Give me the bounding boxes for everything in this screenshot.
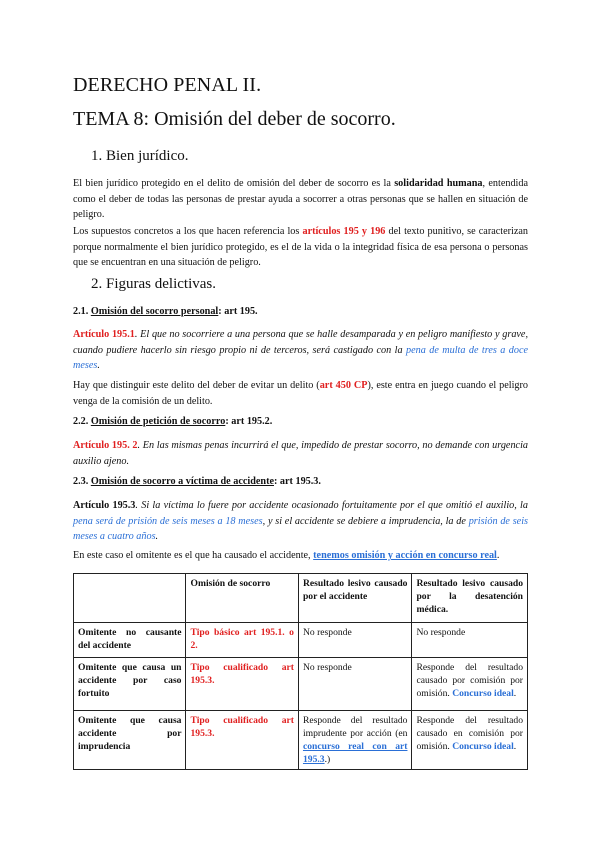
table-header-cell: Resultado lesivo causado por la desatención médica. [412,574,528,623]
text: . [97,360,100,372]
article-text: , y si el accidente se debiere a imprudencia, la de [262,515,469,527]
row-label: Omitente que causa accidente por imprudencia [74,711,186,770]
cell-resultado-accidente [298,711,412,770]
cell-resultado-accidente: No responde [298,658,412,711]
table-header-cell: Omisión de socorro [186,574,298,623]
article-195-2 [73,438,528,469]
section-heading-bien-juridico: 1. Bien jurídico. [91,148,189,164]
text: Hay que distinguir este delito del deber de evitar un delito ( [73,380,320,391]
text: Responde del resultado causado en comisión por omisión. [416,715,523,752]
table-row [74,658,528,711]
table-header-cell [74,574,186,623]
paragraph-bien-juridico [73,176,528,223]
text-red: artículos 195 y 196 [302,226,386,237]
table-header-row [74,574,528,623]
text: , entendida como el deber de todas las personas de prestar ayuda a socorrer a otras personas que se hallen en situación de peligro. [73,178,528,221]
table-row [74,623,528,658]
cell-omision: Tipo básico art 195.1. o 2. [186,623,298,658]
text: Los supuestos concretos a los que hacen referencia los [73,226,303,237]
text-blue: Concurso ideal [452,741,514,752]
document-title: DERECHO PENAL II. [73,74,262,96]
article-pena: pena será de prisión de seis meses a 18 meses [73,515,263,527]
row-label: Omitente que causa un accidente por caso fortuito [74,658,186,711]
subsection-2-2 [73,416,272,427]
text: No responde [416,627,466,638]
text-bold: solidaridad humana [394,178,483,189]
text: .) [324,754,331,765]
text-blue: Concurso ideal [452,688,514,699]
table-header-cell: Resultado lesivo causado por el accidente [298,574,412,623]
paragraph-distinguir [73,378,528,409]
article-pena: prisión de seis meses a cuatro años [73,515,528,543]
text: 2.1. [73,306,91,317]
paragraph-supuestos [73,224,528,271]
text: ), este entra en juego cuando el peligro venga de la comisión de un delito. [73,380,529,407]
row-label: Omitente no causante del accidente [74,623,186,658]
subsection-2-1 [73,306,258,317]
article-label: Artículo 195.3 [73,500,136,511]
text: 2.3. [73,476,91,487]
text-red: art 450 CP [319,380,368,391]
text-blue-underlined: tenemos omisión y acción en concurso real [313,550,497,561]
article-label: Artículo 195.1 [73,329,135,340]
article-text: . El que no socorriere a una persona que se halle desamparada y en peligro manifiesto y grave, cuando pudiere hacerlo sin riesgo propio ni de terceros, será castigado con la [73,329,529,356]
text: . [496,550,500,561]
article-text: . En las mismas penas incurrirá el que, impedido de prestar socorro, no demande con urgencia auxilio ajeno. [73,440,528,467]
text: del texto punitivo, se caracterizan porque normalmente el bien jurídico protegido, es el de la vida o la integridad física de esa persona o personas que se encuentran en una situación de peligro. [73,226,528,269]
cell-omision: Tipo cualificado art 195.3. [186,711,298,770]
text: El bien jurídico protegido en el delito de omisión del deber de socorro es la [73,178,395,189]
text-blue-underlined: concurso real con art 195.3 [302,741,408,765]
text: En este caso el omitente es el que ha causado el accidente, [73,550,314,561]
section-heading-figuras: 2. Figuras delictivas. [91,276,216,292]
article-text: . Si la víctima lo fuere por accidente ocasionado fortuitamente por el que omitió el auxilio, la [135,500,528,511]
table-row [74,711,528,770]
text: 2.2. [73,416,91,427]
omission-table [73,573,528,770]
cell-resultado-medica: Responde del resultado causado en comisión por omisión. Concurso ideal. [412,711,528,770]
text: : art 195. [218,306,258,317]
text: Responde del resultado causado por comisión por omisión. [416,662,523,699]
cell-omision: Tipo cualificado art 195.3. [186,658,298,711]
cell-resultado-medica: Responde del resultado causado por comisión por omisión. Concurso ideal. [412,658,528,711]
article-label: Artículo 195. 2 [73,440,138,451]
article-195-1 [73,327,528,374]
cell-resultado-medica [412,623,528,658]
paragraph-omitente [73,548,528,564]
article-pena: pena de multa de tres a doce meses [73,344,528,372]
text-underlined: Omisión de socorro a víctima de accidente [90,476,274,487]
text-underlined: Omisión de petición de socorro [90,416,226,427]
text: : art 195.3. [273,476,321,487]
text-underlined: Omisión del socorro personal [90,306,219,317]
text: . [155,531,159,543]
text: Responde del resultado imprudente por acción (en [302,715,408,739]
subsection-2-3 [73,476,321,487]
text: : art 195.2. [225,416,273,427]
tema-title: TEMA 8: Omisión del deber de socorro. [73,108,396,130]
cell-resultado-accidente: No responde [298,623,412,658]
article-195-3 [73,498,528,545]
